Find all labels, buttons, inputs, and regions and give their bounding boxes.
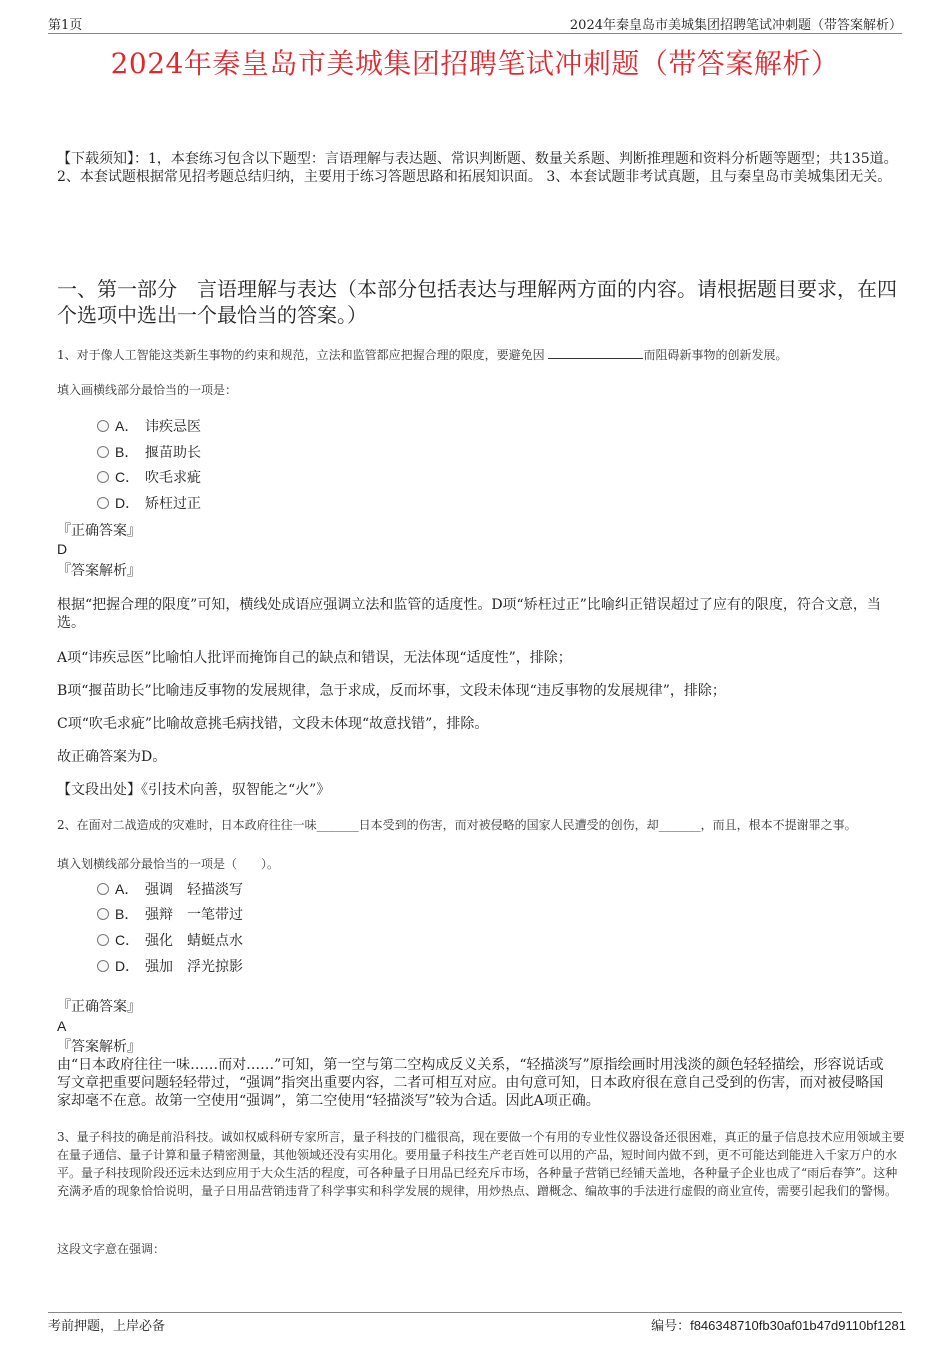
option-letter: C． <box>115 932 140 948</box>
header-doc-title: 2024年秦皇岛市美城集团招聘笔试冲刺题（带答案解析） <box>569 18 902 33</box>
code-label: 编号： <box>651 1319 691 1334</box>
question-1-prompt: 填入画横线部分最恰当的一项是： <box>57 383 238 397</box>
option-letter: B． <box>115 906 139 922</box>
option-text: 讳疾忌医 <box>145 419 201 435</box>
question-2-prompt: 填入划横线部分最恰当的一项是（ ）。 <box>57 857 280 871</box>
footer-slogan: 考前押题，上岸必备 <box>48 1319 166 1334</box>
option-letter: D． <box>115 495 140 511</box>
question-1-analysis-paragraph: C项“吹毛求疵”比喻故意挑毛病找错，文段未体现“故意找错”，排除。 <box>57 716 489 732</box>
question-3-stem: 3、量子科技的确是前沿科技。诚如权威科研专家所言，量子科技的门槛很高，现在要做一个有用的专业性仪器设备还很困难，真正的量子信息技术应用领域主要在量子通信、量子计算和量子精密测量，其他领域还没有实用化。要用量子科技生产老百姓可以用的产品，短时间内做不到，更不可能达到能进入千家万户的水平。量子科技现阶段还远未达到应用于大众生活的程度，可各种量子日用品已经充斥市场，各种量子营销已经铺天盖地，各种量子企业也成了“雨后春笋”。这种充满矛盾的现象恰恰说明，量子日用品营销违背了科学事实和科学发展的规律，用炒热点、蹭概念、编故事的手法进行虚假的商业宣传，需要引起我们的警惕。 <box>57 1130 905 1198</box>
header-divider <box>48 33 902 34</box>
option-text: 矫枉过正 <box>145 496 201 512</box>
option-text: 吹毛求疵 <box>145 470 201 486</box>
section-title: 一、第一部分 言语理解与表达（本部分包括表达与理解两方面的内容。请根据题目要求，在四个选项中选出一个最恰当的答案。） <box>57 277 897 327</box>
radio-button-icon[interactable] <box>97 934 109 946</box>
question-1-analysis-paragraph: B项“揠苗助长”比喻违反事物的发展规律，急于求成，反而坏事，文段未体现“违反事物的发展规律”，排除； <box>57 683 726 699</box>
option-letter: C． <box>115 469 140 485</box>
option-letter: B． <box>115 444 139 460</box>
question-2-option-d[interactable] <box>97 956 243 976</box>
code-value: f846348710fb30af01b47d9110bf1281 <box>690 1318 906 1333</box>
question-2-analysis-paragraph: 由“日本政府往往一味……而对……”可知，第一空与第二空构成反义关系，“轻描淡写”原指绘画时用浅淡的颜色轻轻描绘，形容说话或写文章把重要问题轻轻带过，“强调”指突出重要内容，二者可相互对应。由句意可知，日本政府很在意自己受到的伤害，而对被侵略国家却毫不在意。故第一空使用“强调”，第二空使用“轻描淡写”较为合适。因此A项正确。 <box>57 1057 884 1109</box>
question-1-stem-before: 1、对于像人工智能这类新生事物的约束和规范，立法和监管都应把握合理的限度，要避免因 <box>57 348 549 362</box>
footer-divider <box>48 1312 902 1313</box>
option-letter: A． <box>115 881 139 897</box>
question-2-option-b[interactable] <box>97 904 243 924</box>
radio-button-icon[interactable] <box>97 471 109 483</box>
question-2-answer-label: 『正确答案』 <box>57 999 141 1015</box>
question-1-analysis-label: 『答案解析』 <box>57 563 141 579</box>
question-1-answer: D <box>57 541 68 557</box>
option-text: 强辩 一笔带过 <box>145 907 243 923</box>
question-2-option-a[interactable] <box>97 879 243 899</box>
question-1-analysis-paragraph: 故正确答案为D。 <box>57 749 167 765</box>
answer-blank <box>548 346 643 359</box>
download-notice: 【下载须知】：1，本套练习包含以下题型：言语理解与表达题、常识判断题、数量关系题、判断推理题和资料分析题等题型；共135道。 2、本套试题根据常见招考题总结归纳，主要用于练习答题思路和拓展知识面。 3、本套试题非考试真题，且与秦皇岛市美城集团无关。 <box>57 151 898 185</box>
question-2-option-c[interactable] <box>97 930 243 950</box>
question-1-analysis-paragraph: A项“讳疾忌医”比喻怕人批评而掩饰自己的缺点和错误，无法体现“适度性”，排除； <box>57 650 572 666</box>
radio-button-icon[interactable] <box>97 883 109 895</box>
question-2-stem: 2、在面对二战造成的灾难时，日本政府往往一味_______日本受到的伤害，而对被侵略的国家人民遭受的创伤，却_______，而且，根本不提谢罪之事。 <box>57 818 857 832</box>
document-title: 2024年秦皇岛市美城集团招聘笔试冲刺题（带答案解析） <box>110 47 840 80</box>
page-number: 第1页 <box>48 18 83 33</box>
question-1-analysis-paragraph: 根据“把握合理的限度”可知，横线处成语应强调立法和监管的适度性。D项“矫枉过正”比喻纠正错误超过了应有的限度，符合文意，当选。 <box>57 597 881 631</box>
radio-button-icon[interactable] <box>97 960 109 972</box>
question-3-prompt: 这段文字意在强调： <box>57 1242 166 1256</box>
question-1-stem <box>57 346 907 364</box>
question-1-option-a[interactable] <box>97 416 201 436</box>
question-2-analysis-label: 『答案解析』 <box>57 1039 141 1055</box>
option-letter: A． <box>115 418 139 434</box>
question-2-answer: A <box>57 1018 67 1034</box>
option-text: 强加 浮光掠影 <box>145 959 243 975</box>
option-text: 揠苗助长 <box>145 445 201 461</box>
document-code <box>651 1315 906 1334</box>
option-letter: D． <box>115 958 140 974</box>
question-1-source: 【文段出处】《引技术向善，驭智能之“火”》 <box>57 782 331 798</box>
question-1-option-c[interactable] <box>97 467 201 487</box>
radio-button-icon[interactable] <box>97 497 109 509</box>
question-1-stem-after: 而阻碍新事物的创新发展。 <box>643 348 788 362</box>
radio-button-icon[interactable] <box>97 446 109 458</box>
radio-button-icon[interactable] <box>97 420 109 432</box>
question-1-option-b[interactable] <box>97 442 201 462</box>
question-1-option-d[interactable] <box>97 493 201 513</box>
question-1-answer-label: 『正确答案』 <box>57 523 141 539</box>
option-text: 强调 轻描淡写 <box>145 882 243 898</box>
radio-button-icon[interactable] <box>97 908 109 920</box>
option-text: 强化 蜻蜓点水 <box>145 933 243 949</box>
